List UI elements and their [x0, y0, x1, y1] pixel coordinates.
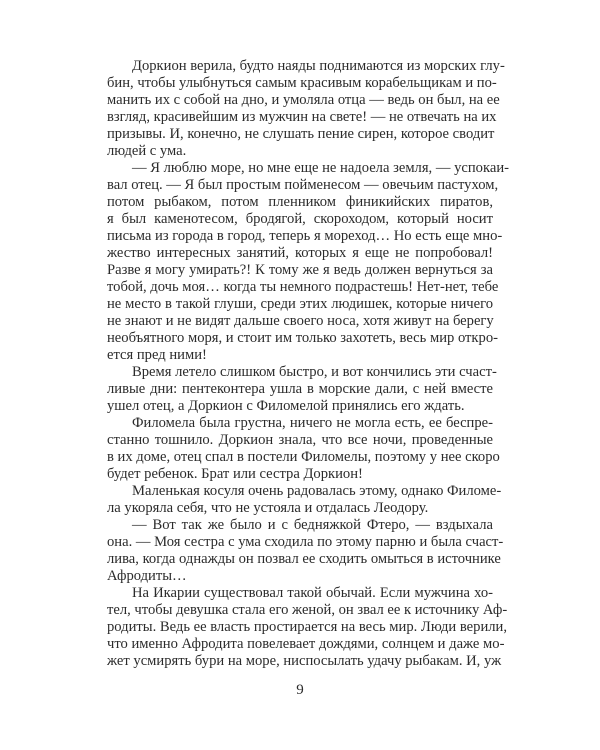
text-line: письма из города в город, теперь я мореход… Но есть еще мно- [107, 228, 503, 244]
text-line: лива, когда однажды он позвал ее сходить омыться в источнике [107, 551, 501, 567]
text-line: Время летело слишком быстро, и вот кончились эти счаст- [132, 364, 497, 380]
paragraph [107, 517, 504, 585]
text-line: бин, чтобы улыбнуться самым красивым корабельщикам и по- [107, 75, 497, 91]
text-line: людей с ума. [107, 143, 187, 159]
text-line: ла укоряла себя, что не устояла и отдалась Леодору. [107, 500, 429, 516]
text-line: — Вот так же было и с бедняжкой Фтеро, — вздыхала [132, 517, 493, 533]
body-text [107, 58, 509, 670]
text-line: жество интересных занятий, которых я еще не попробовал! [107, 245, 493, 261]
text-line: будет ребенок. Брат или сестра Доркион! [107, 466, 363, 482]
text-line: в их доме, отец спал в постели Филомелы, поэтому у нее скоро [107, 449, 500, 465]
paragraph [107, 364, 497, 415]
paragraph [107, 58, 505, 160]
text-line: станно тошнило. Доркион знала, что все ночи, проведенные [107, 432, 493, 448]
text-line: На Икарии существовал такой обычай. Если мужчина хо- [132, 585, 493, 601]
text-line: необъятного моря, и стоит им только захотеть, весь мир откро- [107, 330, 498, 346]
text-line: Филомела была грустна, ничего не могла есть, ее беспре- [132, 415, 493, 431]
text-line: взгляд, красивейшим из мужчин на свете! — не отвечать на их [107, 109, 497, 125]
text-line: я был каменотесом, бродягой, скороходом, который носит [107, 211, 493, 227]
text-line: манить их с собой на дно, и умоляла отца — ведь он был, на ее [107, 92, 500, 108]
paragraph [107, 160, 509, 364]
text-line: потом рыбаком, потом пленником финикийских пиратов, [107, 194, 493, 210]
text-line: тобой, дочь моя… когда ты немного подрастешь! Нет-нет, тебе [107, 279, 499, 295]
text-line: ушел отец, а Доркион с Филомелой принялись его ждать. [107, 398, 465, 414]
text-line: призывы. И, конечно, не слушать пение сирен, которое сводит [107, 126, 495, 142]
page-number: 9 [296, 682, 304, 698]
text-line: Маленькая косуля очень радовалась этому, однако Филоме- [132, 483, 502, 499]
text-line: что именно Афродита повелевает дождями, солнцем и даже мо- [107, 636, 505, 652]
text-line: — Я люблю море, но мне еще не надоела земля, — успокаи- [132, 160, 509, 176]
text-line: ливые дни: пентеконтера ушла в морские дали, с ней вместе [107, 381, 493, 397]
text-line: ется пред ними! [107, 347, 207, 363]
text-line: Доркион верила, будто наяды поднимаются из морских глу- [132, 58, 505, 74]
text-line: жет усмирять бури на море, ниспосылать удачу рыбакам. И, уж [107, 653, 502, 669]
text-line: она. — Моя сестра с ума сходила по этому парню и была счаст- [107, 534, 504, 550]
text-line: Разве я могу умирать?! К тому же я ведь должен вернуться за [107, 262, 493, 278]
text-line: Афродиты… [107, 568, 187, 584]
text-line: не место в такой глуши, среди этих людишек, которые ничего [107, 296, 493, 312]
paragraph [107, 585, 508, 670]
paragraph [107, 415, 500, 483]
text-line: родиты. Ведь ее власть простирается на весь мир. Люди верили, [107, 619, 508, 635]
text-line: тел, чтобы девушка стала его женой, он звал ее к источнику Аф- [107, 602, 508, 618]
text-line: не знают и не видят дальше своего носа, хотя живут на берегу [107, 313, 494, 329]
paragraph [107, 483, 502, 517]
text-line: вал отец. — Я был простым пойменесом — овечьим пастухом, [107, 177, 499, 193]
